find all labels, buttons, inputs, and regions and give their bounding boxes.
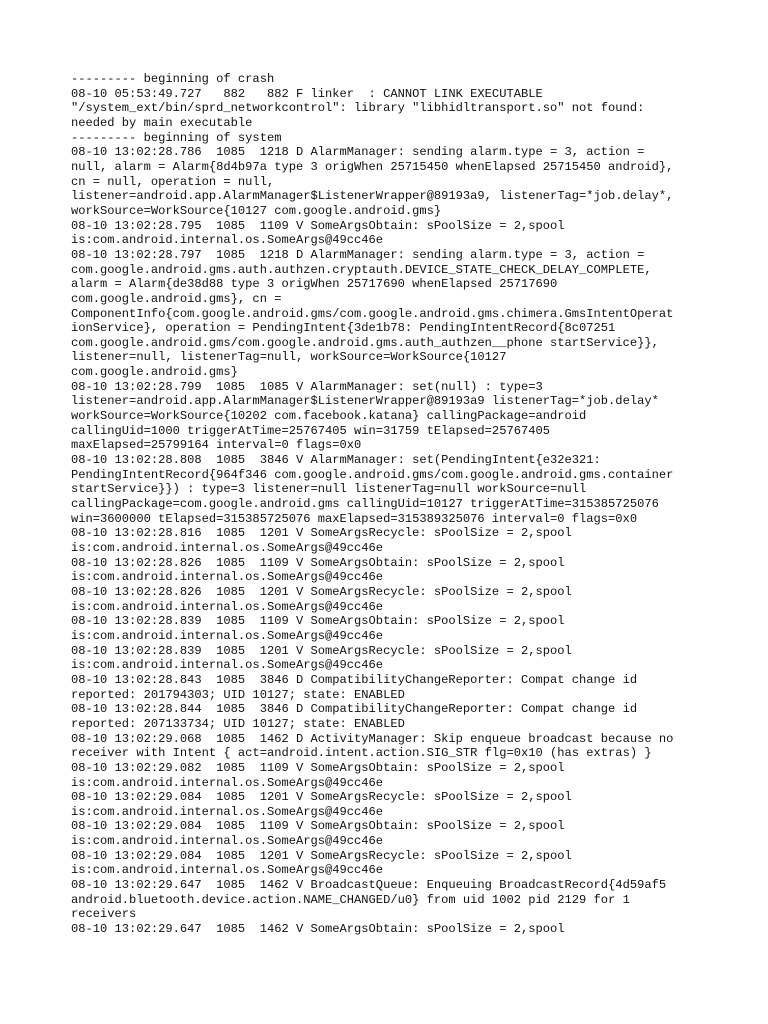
log-line: is:com.android.internal.os.SomeArgs@49cc46e bbox=[71, 834, 384, 849]
log-line: listener=android.app.AlarmManager$ListenerWrapper@89193a9, listenerTag=*job.delay*, bbox=[71, 189, 674, 204]
log-line: win=3600000 tElapsed=315385725076 maxElapsed=315389325076 interval=0 flags=0x0 bbox=[71, 511, 638, 526]
log-line: --------- beginning of system bbox=[71, 130, 282, 145]
log-line: reported: 201794303; UID 10127; state: ENABLED bbox=[71, 687, 405, 702]
log-text-block bbox=[71, 72, 731, 937]
log-line: 08-10 13:02:28.816 1085 1201 V SomeArgsRecycle: sPoolSize = 2,spool bbox=[71, 526, 572, 541]
log-line: 08-10 13:02:29.084 1085 1109 V SomeArgsObtain: sPoolSize = 2,spool bbox=[71, 819, 565, 834]
log-line: 08-10 13:02:28.808 1085 3846 V AlarmManager: set(PendingIntent{e32e321: bbox=[71, 453, 601, 468]
log-line: receiver with Intent { act=android.intent.action.SIG_STR flg=0x10 (has extras) } bbox=[71, 746, 652, 761]
log-line: 08-10 13:02:29.647 1085 1462 V BroadcastQueue: Enqueuing BroadcastRecord{4d59af5 bbox=[71, 878, 667, 893]
log-line: 08-10 13:02:28.826 1085 1201 V SomeArgsRecycle: sPoolSize = 2,spool bbox=[71, 584, 572, 599]
log-line: com.google.android.gms} bbox=[71, 365, 238, 380]
log-line: listener=null, listenerTag=null, workSource=WorkSource{10127 bbox=[71, 350, 507, 365]
log-line: null, alarm = Alarm{8d4b97a type 3 origWhen 25715450 whenElapsed 25715450 android}, bbox=[71, 159, 674, 174]
log-line: workSource=WorkSource{10202 com.facebook.katana} callingPackage=android bbox=[71, 409, 587, 424]
log-line: listener=android.app.AlarmManager$ListenerWrapper@89193a9 listenerTag=*job.delay* bbox=[71, 394, 659, 409]
log-line: "/system_ext/bin/sprd_networkcontrol": library "libhidltransport.so" not found: bbox=[71, 101, 645, 116]
log-line: is:com.android.internal.os.SomeArgs@49cc46e bbox=[71, 233, 384, 248]
log-line: com.google.android.gms}, cn = bbox=[71, 291, 282, 306]
log-line: is:com.android.internal.os.SomeArgs@49cc46e bbox=[71, 570, 384, 585]
log-line: startService}}) : type=3 listener=null listenerTag=null workSource=null bbox=[71, 482, 587, 497]
log-line: com.google.android.gms/com.google.android.gms.auth_authzen__phone startService}}, bbox=[71, 335, 659, 350]
log-line: PendingIntentRecord{964f346 com.google.android.gms/com.google.android.gms.container bbox=[71, 467, 674, 482]
log-line: is:com.android.internal.os.SomeArgs@49cc46e bbox=[71, 804, 384, 819]
log-line: is:com.android.internal.os.SomeArgs@49cc46e bbox=[71, 658, 384, 673]
log-line: is:com.android.internal.os.SomeArgs@49cc46e bbox=[71, 628, 384, 643]
log-line: 08-10 13:02:28.797 1085 1218 D AlarmManager: sending alarm.type = 3, action = bbox=[71, 247, 645, 262]
log-line: reported: 207133734; UID 10127; state: ENABLED bbox=[71, 716, 405, 731]
log-line: 08-10 13:02:29.084 1085 1201 V SomeArgsRecycle: sPoolSize = 2,spool bbox=[71, 790, 572, 805]
log-line: needed by main executable bbox=[71, 115, 253, 130]
log-line: 08-10 05:53:49.727 882 882 F linker : CANNOT LINK EXECUTABLE bbox=[71, 86, 543, 101]
log-line: cn = null, operation = null, bbox=[71, 174, 275, 189]
log-line: alarm = Alarm{de38d88 type 3 origWhen 25717690 whenElapsed 25717690 bbox=[71, 277, 558, 292]
log-line: --------- beginning of crash bbox=[71, 72, 275, 86]
log-line: 08-10 13:02:29.647 1085 1462 V SomeArgsObtain: sPoolSize = 2,spool bbox=[71, 922, 565, 937]
log-line: 08-10 13:02:28.795 1085 1109 V SomeArgsObtain: sPoolSize = 2,spool bbox=[71, 218, 565, 233]
log-line: 08-10 13:02:28.799 1085 1085 V AlarmManager: set(null) : type=3 bbox=[71, 379, 543, 394]
log-line: 08-10 13:02:29.084 1085 1201 V SomeArgsRecycle: sPoolSize = 2,spool bbox=[71, 848, 572, 863]
log-line: is:com.android.internal.os.SomeArgs@49cc46e bbox=[71, 541, 384, 555]
log-line: ionService}, operation = PendingIntent{3de1b78: PendingIntentRecord{8c07251 bbox=[71, 321, 616, 336]
log-line: 08-10 13:02:28.826 1085 1109 V SomeArgsObtain: sPoolSize = 2,spool bbox=[71, 555, 565, 570]
log-line: 08-10 13:02:28.839 1085 1109 V SomeArgsObtain: sPoolSize = 2,spool bbox=[71, 614, 565, 629]
log-line: android.bluetooth.device.action.NAME_CHANGED/u0} from uid 1002 pid 2129 for 1 bbox=[71, 892, 630, 907]
log-line: is:com.android.internal.os.SomeArgs@49cc46e bbox=[71, 775, 384, 790]
log-line: 08-10 13:02:28.844 1085 3846 D CompatibilityChangeReporter: Compat change id bbox=[71, 702, 638, 717]
log-line: callingPackage=com.google.android.gms callingUid=10127 triggerAtTime=315385725076 bbox=[71, 497, 659, 512]
log-line: com.google.android.gms.auth.authzen.cryptauth.DEVICE_STATE_CHECK_DELAY_COMPLETE, bbox=[71, 262, 652, 277]
log-line: maxElapsed=25799164 interval=0 flags=0x0 bbox=[71, 438, 362, 453]
log-line: workSource=WorkSource{10127 com.google.android.gms} bbox=[71, 203, 442, 218]
log-line: is:com.android.internal.os.SomeArgs@49cc46e bbox=[71, 599, 384, 614]
log-line: receivers bbox=[71, 907, 137, 922]
log-line: 08-10 13:02:29.068 1085 1462 D ActivityManager: Skip enqueue broadcast because no bbox=[71, 731, 674, 746]
log-line: 08-10 13:02:28.843 1085 3846 D CompatibilityChangeReporter: Compat change id bbox=[71, 672, 638, 687]
log-line: is:com.android.internal.os.SomeArgs@49cc46e bbox=[71, 863, 384, 878]
log-line: 08-10 13:02:29.082 1085 1109 V SomeArgsObtain: sPoolSize = 2,spool bbox=[71, 760, 565, 775]
log-line: ComponentInfo{com.google.android.gms/com.google.android.gms.chimera.GmsIntentOperat bbox=[71, 306, 674, 321]
log-line: 08-10 13:02:28.839 1085 1201 V SomeArgsRecycle: sPoolSize = 2,spool bbox=[71, 643, 572, 658]
log-line: callingUid=1000 triggerAtTime=25767405 win=31759 tElapsed=25767405 bbox=[71, 423, 550, 438]
log-line: 08-10 13:02:28.786 1085 1218 D AlarmManager: sending alarm.type = 3, action = bbox=[71, 145, 645, 160]
